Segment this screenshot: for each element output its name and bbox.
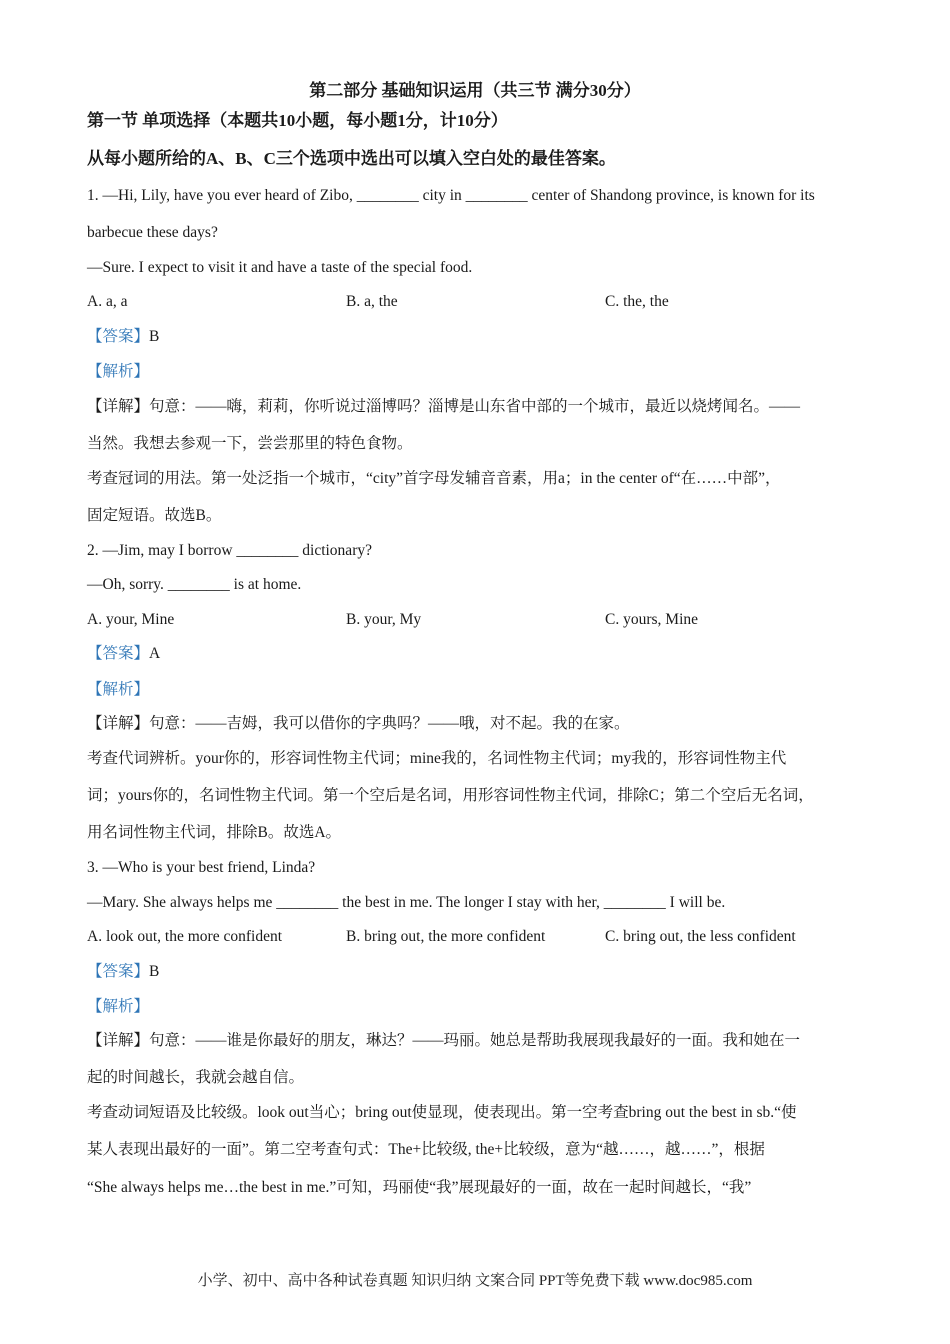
question-3-option-c: C. bring out, the less confident <box>605 928 796 945</box>
subsection-title: 第一节 单项选择（本题共10小题，每小题1分，计10分） <box>87 111 508 130</box>
question-1-option-a: A. a, a <box>87 293 128 310</box>
detail-label: 【详解】 <box>87 398 150 415</box>
answer-value: A <box>149 645 161 662</box>
question-2-detail-line-1 <box>87 714 630 734</box>
section-title: 第二部分 基础知识运用（共三节 满分30分） <box>309 81 641 100</box>
question-2-detail-line-2: 考查代词辨析。your你的，形容词性物主代词；mine我的，名词性物主代词；my我的，形容词性物主代 <box>87 750 787 767</box>
detail-label: 【详解】 <box>87 1032 150 1049</box>
question-1-stem-line-3: —Sure. I expect to visit it and have a taste of the special food. <box>87 259 473 276</box>
question-3-analysis-label: 【解析】 <box>87 998 150 1015</box>
question-2-option-c: C. yours, Mine <box>605 611 698 628</box>
question-2-option-b: B. your, My <box>346 611 422 628</box>
question-1-option-b: B. a, the <box>346 293 398 310</box>
question-1-stem-line-2: barbecue these days? <box>87 224 218 241</box>
question-2-detail-line-3: 词；yours你的，名词性物主代词。第一个空后是名词，用形容词性物主代词，排除C；第二个空后无名词， <box>87 787 814 804</box>
question-3-option-b: B. bring out, the more confident <box>346 928 546 945</box>
question-3-stem-line-2: —Mary. She always helps me ________ the best in me. The longer I stay with her, ________ I will be. <box>87 894 726 911</box>
instructions: 从每小题所给的A、B、C三个选项中选出可以填入空白处的最佳答案。 <box>87 149 616 168</box>
question-3-stem-line-1: 3. —Who is your best friend, Linda? <box>87 859 316 876</box>
page-footer: 小学、初中、高中各种试卷真题 知识归纳 文案合同 PPT等免费下载 www.doc985.com <box>197 1273 753 1289</box>
question-1-detail-line-2: 当然。我想去参观一下，尝尝那里的特色食物。 <box>87 435 413 452</box>
question-3-option-a: A. look out, the more confident <box>87 928 282 945</box>
question-1-analysis-label: 【解析】 <box>87 363 150 380</box>
question-2-answer <box>87 644 160 664</box>
question-1-option-c: C. the, the <box>605 293 669 310</box>
detail-text: 句意：——吉姆，我可以借你的字典吗？——哦，对不起。我的在家。 <box>149 715 630 732</box>
answer-label: 【答案】 <box>87 328 150 345</box>
answer-value: B <box>149 328 160 345</box>
question-3-detail-line-4: 某人表现出最好的一面”。第二空考查句式：The+比较级, the+比较级，意为“越……，越……”，根据 <box>87 1141 765 1158</box>
question-2-option-a: A. your, Mine <box>87 611 175 628</box>
detail-text: 句意：——谁是你最好的朋友，琳达？——玛丽。她总是帮助我展现我最好的一面。我和她在一 <box>149 1032 801 1049</box>
question-2-stem-line-2: —Oh, sorry. ________ is at home. <box>87 576 302 593</box>
answer-label: 【答案】 <box>87 645 150 662</box>
question-1-detail-line-1 <box>87 397 800 417</box>
question-2-stem-line-1: 2. —Jim, may I borrow ________ dictionary? <box>87 542 372 559</box>
question-1-detail-line-4: 固定短语。故选B。 <box>87 507 222 524</box>
question-2-analysis-label: 【解析】 <box>87 681 150 698</box>
detail-text: 句意：——嗨，莉莉，你听说过淄博吗？淄博是山东省中部的一个城市，最近以烧烤闻名。—— <box>149 398 801 415</box>
detail-label: 【详解】 <box>87 715 150 732</box>
question-3-detail-line-5: “She always helps me…the best in me.”可知，玛丽使“我”展现最好的一面，故在一起时间越长，“我” <box>87 1179 752 1196</box>
question-1-stem-line-1: 1. —Hi, Lily, have you ever heard of Zibo, ________ city in ________ center of Shandong province, is known for its <box>87 187 815 204</box>
answer-value: B <box>149 963 160 980</box>
question-3-detail-line-2: 起的时间越长，我就会越自信。 <box>87 1069 305 1086</box>
question-1-answer <box>87 327 159 347</box>
answer-label: 【答案】 <box>87 963 150 980</box>
question-2-detail-line-4: 用名词性物主代词，排除B。故选A。 <box>87 824 342 841</box>
question-3-detail-line-3: 考查动词短语及比较级。look out当心；bring out使显现，使表现出。第一空考查bring out the best in sb.“使 <box>87 1104 797 1121</box>
question-1-detail-line-3: 考查冠词的用法。第一处泛指一个城市，“city”首字母发辅音音素，用a；in the center of“在……中部”， <box>87 470 781 487</box>
question-3-answer <box>87 962 159 982</box>
question-3-detail-line-1 <box>87 1031 800 1051</box>
